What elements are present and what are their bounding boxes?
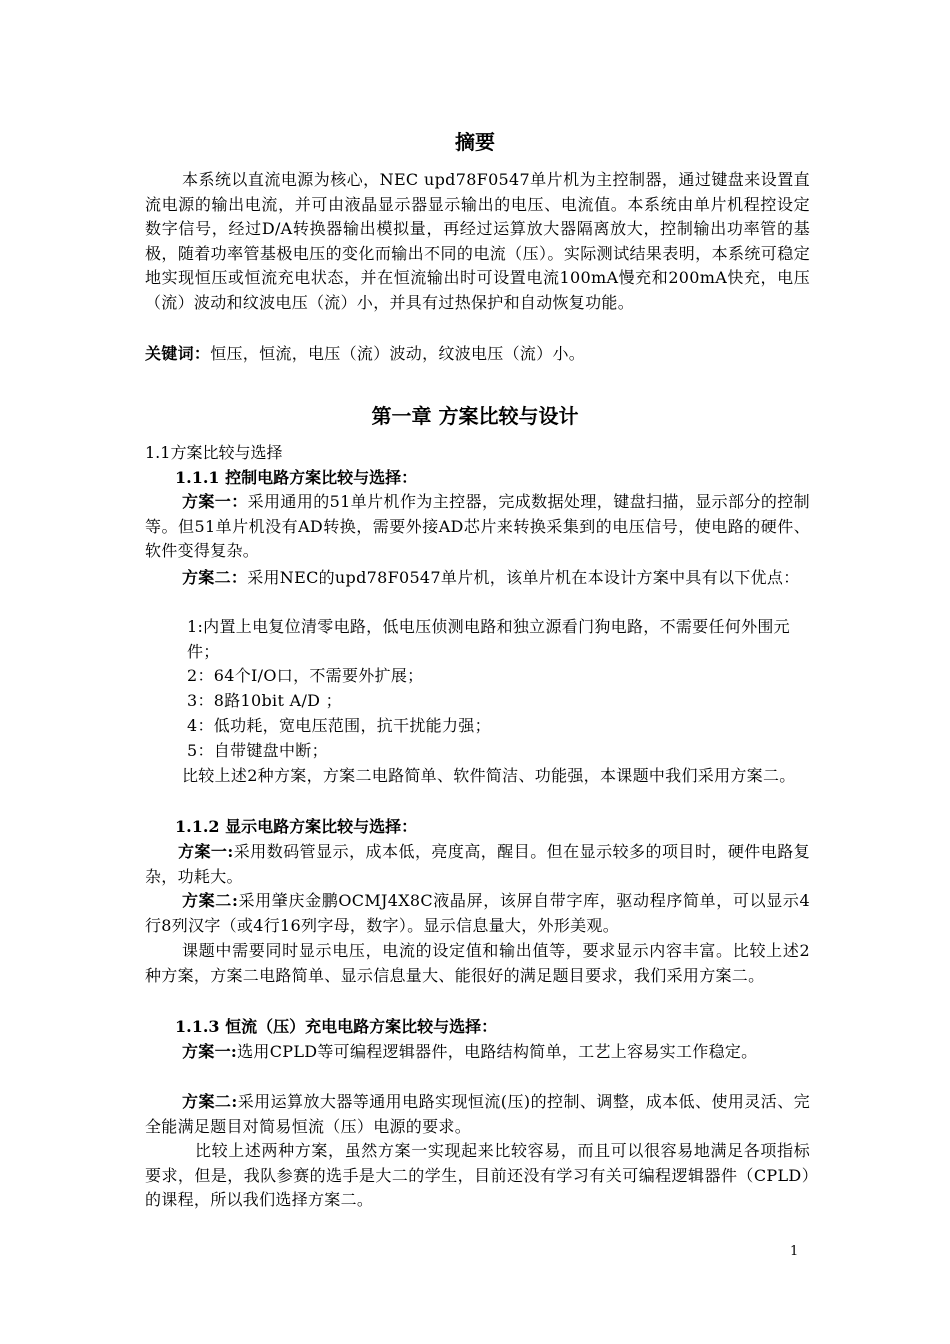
s113-plan2-label: 方案二:: [182, 1092, 238, 1111]
s111-plan2: [145, 566, 810, 591]
subsection-heading-1-1-3: 1.1.3 恒流（压）充电电路方案比较与选择：: [175, 1017, 498, 1036]
s111-plan1-text: 采用通用的51单片机作为主控器，完成数据处理，键盘扫描，显示部分的控制等。但51单片机没有AD转换，需要外接AD芯片来转换采集到的电压信号，使电路的硬件、软件变得复杂。: [145, 492, 810, 560]
chapter-title: 第一章 方案比较与设计: [371, 404, 579, 428]
subsection-heading-1-1-2: 1.1.2 显示电路方案比较与选择：: [175, 817, 418, 836]
s111-plan2-label: 方案二：: [182, 568, 248, 587]
abstract-body: 本系统以直流电源为核心，NEC upd78F0547单片机为主控制器，通过键盘来设置直流电源的输出电流，并可由液晶显示器显示输出的电压、电流值。本系统由单片机程控设定数字信号，经过D/A转换器输出模拟量，再经过运算放大器隔离放大，控制输出功率管的基极，随着功率管基极电压的变化而输出不同的电流（压）。实际测试结果表明，本系统可稳定地实现恒压或恒流充电状态，并在恒流输出时可设置电流100mA慢充和200mA快充，电压（流）波动和纹波电压（流）小，并具有过热保护和自动恢复功能。: [145, 170, 810, 312]
abstract-title: 摘要: [455, 130, 495, 154]
s112-plan1-text: 采用数码管显示，成本低，亮度高，醒目。但在显示较多的项目时，硬件电路复杂，功耗大。: [145, 842, 810, 886]
s112-plan2-text: 采用肇庆金鹏OCMJ4X8C液晶屏，该屏自带字库，驱动程序简单，可以显示4行8列汉字（或4行16列字母，数字）。显示信息量大，外形美观。: [145, 891, 810, 935]
page-number: 1: [790, 1244, 799, 1259]
s113-plan1: [145, 1040, 810, 1065]
s111-advantage-item: 2：64个I/O口，不需要外扩展；: [187, 666, 424, 685]
s111-conclusion: 比较上述2种方案，方案二电路简单、软件简洁、功能强，本课题中我们采用方案二。: [182, 766, 796, 785]
section-heading-1-1: 1.1方案比较与选择: [145, 443, 283, 462]
s111-advantage-item: 5：自带键盘中断；: [187, 741, 328, 760]
s113-conclusion: 比较上述两种方案，虽然方案一实现起来比较容易，而且可以很容易地满足各项指标要求，但是，我队参赛的选手是大二的学生，目前还没有学习有关可编程逻辑器件（CPLD）的课程，所以我们选择方案二。: [145, 1141, 810, 1209]
keywords-label: 关键词：: [145, 344, 211, 363]
s111-plan2-text: 采用NEC的upd78F0547单片机，该单片机在本设计方案中具有以下优点：: [247, 568, 800, 587]
s112-conclusion: 课题中需要同时显示电压，电流的设定值和输出值等，要求显示内容丰富。比较上述2种方案，方案二电路简单、显示信息量大、能很好的满足题目要求，我们采用方案二。: [145, 941, 810, 985]
s111-advantage-item: 1:内置上电复位清零电路，低电压侦测电路和独立源看门狗电路，不需要任何外围元件；: [187, 617, 790, 661]
s112-plan1: [145, 840, 810, 889]
s113-plan2-text: 采用运算放大器等通用电路实现恒流(压)的控制、调整，成本低、使用灵活、完全能满足题目对简易恒流（压）电源的要求。: [145, 1092, 810, 1136]
s112-plan2-label: 方案二:: [182, 891, 239, 910]
subsection-heading-1-1-1: 1.1.1 控制电路方案比较与选择：: [175, 468, 418, 487]
s111-advantage-item: 3：8路10bit A/D ；: [187, 691, 342, 710]
s113-plan2: [145, 1090, 810, 1139]
s112-plan2: [145, 889, 810, 938]
keywords-line: [145, 342, 810, 367]
s113-plan1-text: 选用CPLD等可编程逻辑器件，电路结构简单，工艺上容易实工作稳定。: [237, 1042, 758, 1061]
keywords-text: 恒压，恒流，电压（流）波动，纹波电压（流）小。: [210, 344, 586, 363]
s112-plan1-label: 方案一:: [178, 842, 234, 861]
s111-advantage-item: 4：低功耗，宽电压范围，抗干扰能力强；: [187, 716, 491, 735]
s113-plan1-label: 方案一:: [182, 1042, 238, 1061]
s111-plan1-label: 方案一：: [182, 492, 248, 511]
s111-plan1: [145, 490, 810, 564]
